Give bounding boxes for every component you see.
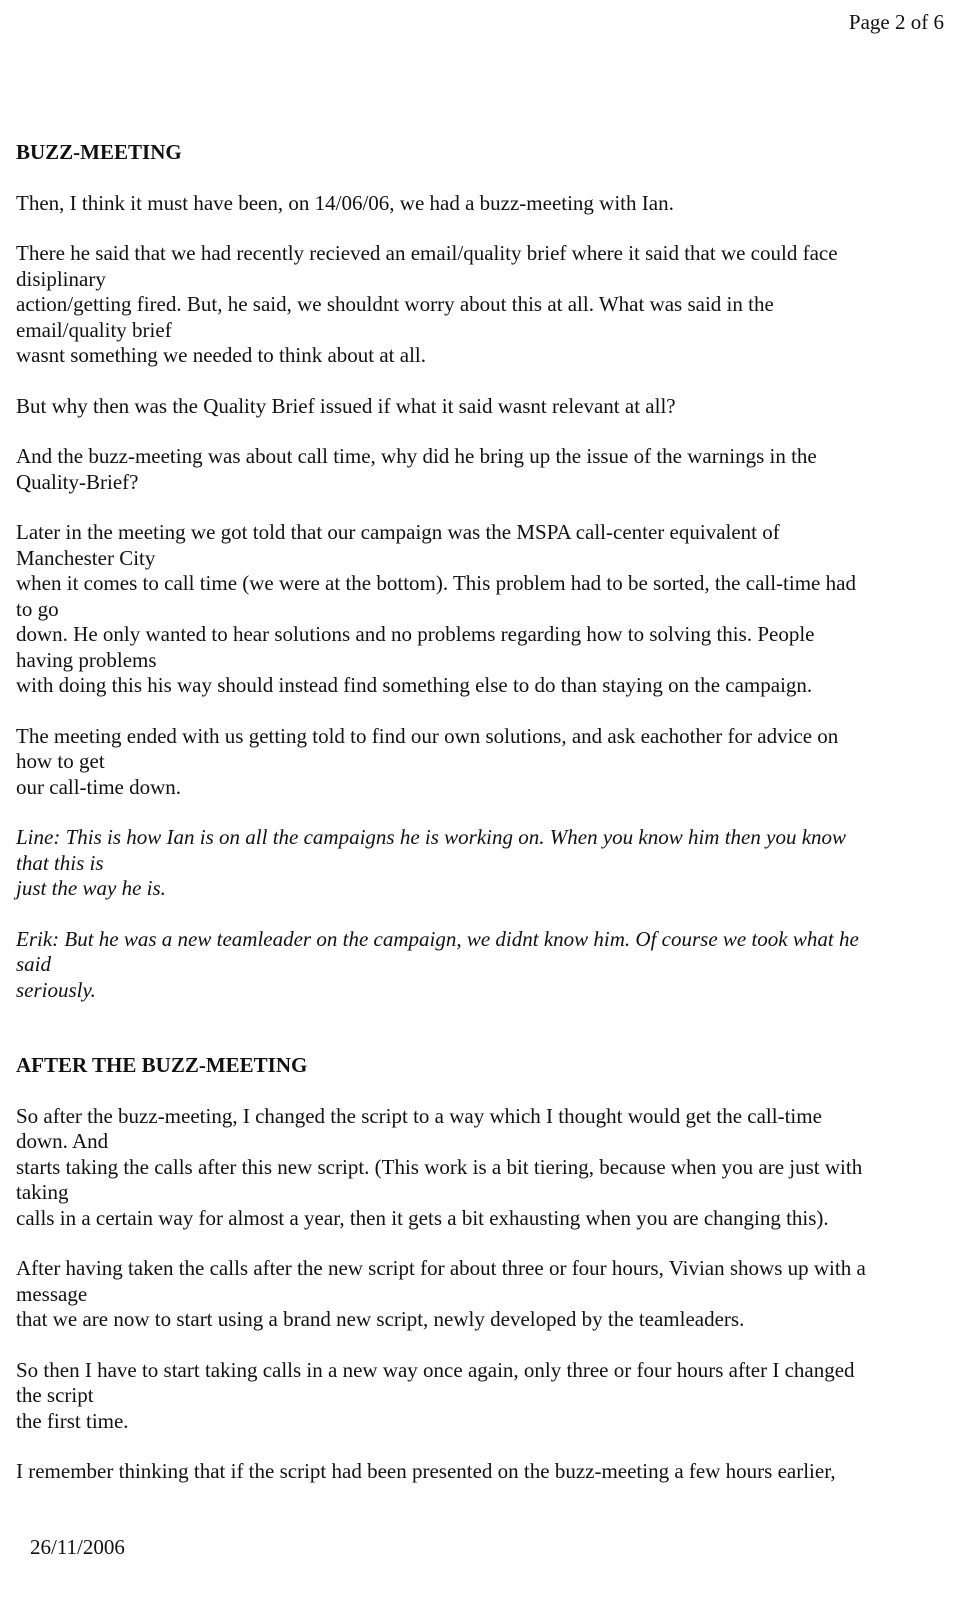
text-line: our call-time down. [16,774,182,799]
text-line: So then I have to start taking calls in a new way once again, only three or four hours after I changed [16,1357,855,1382]
text-line: down. And [16,1129,109,1153]
paragraph [16,191,946,217]
text-line: Line: This is how Ian is on all the campaigns he is working on. When you know him then you know [16,825,847,849]
text-line: Erik: But he was a new teamleader on the campaign, we didnt know him. Of course we took what he [16,926,859,951]
paragraph [16,241,946,369]
text-line: The meeting ended with us getting told to find our own solutions, and ask eachother for advice on [16,723,839,748]
text-line: the script [16,1383,94,1407]
text-line: with doing this his way should instead find something else to do than staying on the campaign. [16,673,813,697]
paragraph [16,1459,946,1485]
text-line: So after the buzz-meeting, I changed the script to a way which I thought would get the call-time [16,1103,822,1128]
text-line: calls in a certain way for almost a year, then it gets a bit exhausting when you are changing this). [16,1205,829,1230]
document-body [16,140,946,1485]
text-line: taking [16,1180,69,1204]
text-line: I remember thinking that if the script had been presented on the buzz-meeting a few hours earlier, [16,1459,836,1483]
text-line: how to get [16,749,105,773]
text-line: message [16,1281,88,1306]
paragraph [16,1358,946,1435]
text-line: Later in the meeting we got told that our campaign was the MSPA call-center equivalent of [16,520,780,544]
section-heading-after-buzz-meeting: AFTER THE BUZZ-MEETING [16,1053,308,1077]
text-line: action/getting fired. But, he said, we shouldnt worry about this at all. What was said in the [16,292,774,316]
text-line: Manchester City [16,545,156,570]
quote-erik [16,927,946,1004]
text-line: Then, I think it must have been, on 14/06/06, we had a buzz-meeting with Ian. [16,190,674,215]
text-line: to go [16,596,59,621]
paragraph [16,1256,946,1333]
text-line: down. He only wanted to hear solutions and no problems regarding how to solving this. People [16,622,815,646]
text-line: wasnt something we needed to think about at all. [16,343,426,367]
text-line: disiplinary [16,266,106,291]
text-line: email/quality brief [16,317,172,342]
text-line: said [16,952,52,976]
text-line: when it comes to call time (we were at the bottom). This problem had to be sorted, the call-time had [16,571,856,595]
paragraph [16,1104,946,1232]
text-line: Quality-Brief? [16,469,139,494]
quote-line [16,825,946,902]
page-number: Page 2 of 6 [848,10,944,34]
text-line: After having taken the calls after the new script for about three or four hours, Vivian shows up with a [16,1256,866,1280]
paragraph [16,394,946,420]
text-line: having problems [16,647,157,672]
text-line: the first time. [16,1408,129,1433]
text-line: starts taking the calls after this new script. (This work is a bit tiering, because when you are just with [16,1154,863,1179]
text-line: just the way he is. [16,876,166,900]
text-line: that we are now to start using a brand new script, newly developed by the teamleaders. [16,1307,745,1331]
text-line: that this is [16,850,104,875]
section-heading-buzz-meeting: BUZZ-MEETING [16,140,182,164]
text-line: And the buzz-meeting was about call time, why did he bring up the issue of the warnings in the [16,444,817,468]
text-line: But why then was the Quality Brief issued if what it said wasnt relevant at all? [16,393,676,418]
text-line: seriously. [16,977,96,1002]
paragraph [16,520,946,699]
text-line: There he said that we had recently recieved an email/quality brief where it said that we could face [16,241,838,265]
paragraph [16,444,946,495]
paragraph [16,724,946,801]
footer-date: 26/11/2006 [30,1535,125,1559]
